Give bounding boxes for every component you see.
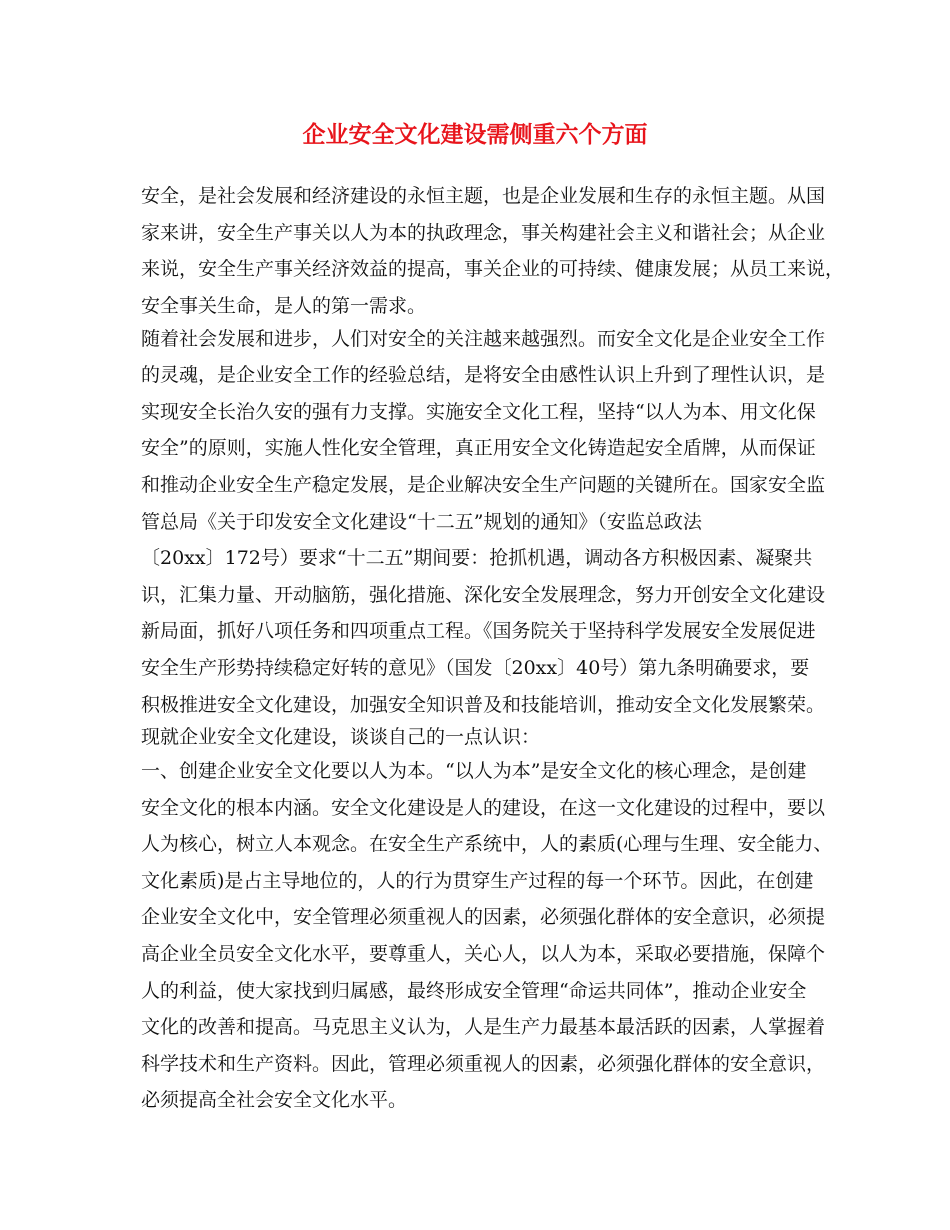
paragraph-line: 企业安全文化中，安全管理必须重视人的因素，必须强化群体的安全意识，必须提 xyxy=(141,906,826,928)
paragraph-line: 安全文化的根本内涵。安全文化建设是人的建设，在这一文化建设的过程中，要以 xyxy=(141,797,826,819)
paragraph-line: 积极推进安全文化建设，加强安全知识普及和技能培训，推动安全文化发展繁荣。 xyxy=(141,694,826,716)
paragraph-line: 来说，安全生产事关经济效益的提高，事关企业的可持续、健康发展；从员工来说， xyxy=(141,258,845,280)
paragraph-line: 家来讲，安全生产事关以人为本的执政理念，事关构建社会主义和谐社会；从企业 xyxy=(141,222,826,244)
paragraph-line: 安全生产形势持续稳定好转的意见》（国发〔20xx〕40号）第九条明确要求，要 xyxy=(141,657,810,679)
paragraph-line: 新局面，抓好八项任务和四项重点工程。《国务院关于坚持科学发展安全发展促进 xyxy=(141,620,816,642)
paragraph-line: 管总局《关于印发安全文化建设“十二五”规划的通知》（安监总政法 xyxy=(141,511,702,533)
paragraph-line: 高企业全员安全文化水平，要尊重人，关心人，以人为本，采取必要措施，保障个 xyxy=(141,943,826,965)
paragraph-line: 科学技术和生产资料。因此，管理必须重视人的因素，必须强化群体的安全意识， xyxy=(141,1053,826,1075)
paragraph-line: 一、创建企业安全文化要以人为本。“以人为本”是安全文化的核心理念，是创建 xyxy=(141,760,807,782)
paragraph-line: 〔20xx〕172号）要求“十二五”期间要：抢抓机遇，调动各方积极因素、凝聚共 xyxy=(141,547,813,569)
paragraph-line: 的灵魂，是企业安全工作的经验总结，是将安全由感性认识上升到了理性认识，是 xyxy=(141,364,826,386)
paragraph-line: 文化素质)是占主导地位的，人的行为贯穿生产过程的每一个环节。因此，在创建 xyxy=(141,870,814,892)
paragraph-line: 人的利益，使大家找到归属感，最终形成安全管理“命运共同体”，推动企业安全 xyxy=(141,980,807,1002)
paragraph-line: 随着社会发展和进步，人们对安全的关注越来越强烈。而安全文化是企业安全工作 xyxy=(141,328,826,350)
paragraph-line: 和推动企业安全生产稳定发展，是企业解决安全生产问题的关键所在。国家安全监 xyxy=(141,474,826,496)
paragraph-line: 安全”的原则，实施人性化安全管理，真正用安全文化铸造起安全盾牌，从而保证 xyxy=(141,437,816,459)
paragraph-line: 实现安全长治久安的强有力支撑。实施安全文化工程，坚持“以人为本、用文化保 xyxy=(141,401,816,423)
paragraph-line: 安全，是社会发展和经济建设的永恒主题，也是企业发展和生存的永恒主题。从国 xyxy=(141,185,826,207)
paragraph-line: 识，汇集力量、开动脑筋，强化措施、深化安全发展理念，努力开创安全文化建设 xyxy=(141,584,826,606)
paragraph-line: 必须提高全社会安全文化水平。 xyxy=(141,1089,408,1111)
paragraph-line: 人为核心，树立人本观念。在安全生产系统中，人的素质(心理与生理、安全能力、 xyxy=(141,833,833,855)
paragraph-line: 文化的改善和提高。马克思主义认为，人是生产力最基本最活跃的因素，人掌握着 xyxy=(141,1016,826,1038)
document-title: 企业安全文化建设需侧重六个方面 xyxy=(302,121,648,148)
paragraph-line: 安全事关生命，是人的第一需求。 xyxy=(141,295,427,317)
paragraph-line: 现就企业安全文化建设，谈谈自己的一点认识： xyxy=(141,726,541,748)
